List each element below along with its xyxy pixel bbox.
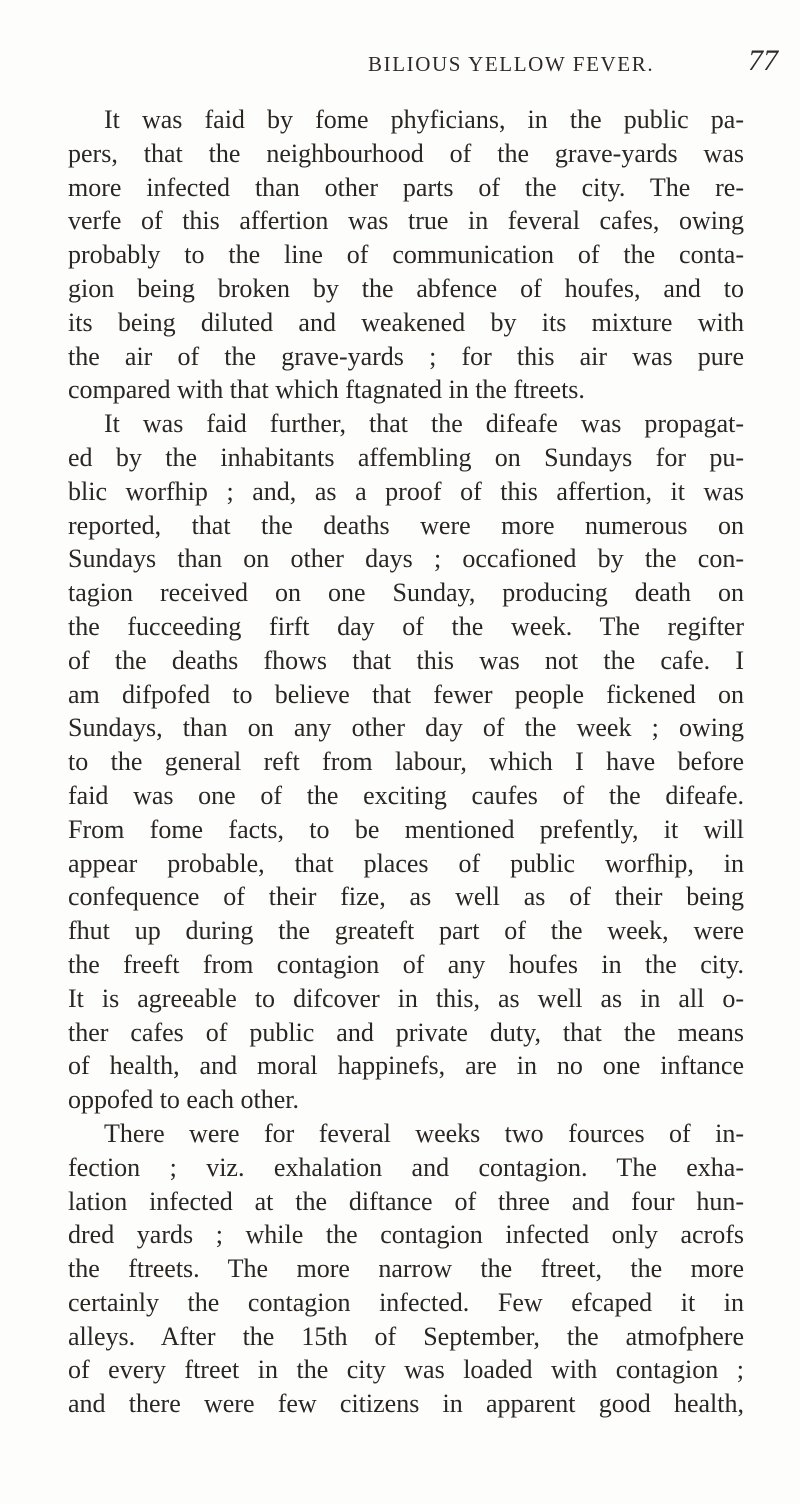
text-line: ed by the inhabitants affembling on Sundays for pu- bbox=[68, 442, 744, 472]
text-line: appear probable, that places of public worfhip, in bbox=[68, 848, 744, 878]
text-line: of every ftreet in the city was loaded with contagion ; bbox=[68, 1355, 744, 1385]
text-line: the air of the grave-yards ; for this air was pure bbox=[68, 341, 744, 371]
text-line: fhut up during the greateft part of the week, were bbox=[68, 916, 744, 946]
text-line: reported, that the deaths were more numerous on bbox=[68, 510, 744, 540]
running-head bbox=[0, 44, 800, 92]
text-line: of health, and moral happinefs, are in no one inftance bbox=[68, 1051, 744, 1081]
text-line: am difpofed to believe that fewer people fickened on bbox=[68, 679, 744, 709]
page-number: 77 bbox=[748, 44, 778, 77]
text-line: verfe of this affertion was true in feveral cafes, owing bbox=[68, 206, 744, 236]
text-line: certainly the contagion infected. Few efcaped it in bbox=[68, 1287, 744, 1317]
text-line: There were for feveral weeks two fources of in- bbox=[104, 1118, 744, 1148]
text-line: tagion received on one Sunday, producing death on bbox=[68, 578, 744, 608]
text-line: the freeft from contagion of any houfes in the city. bbox=[68, 949, 744, 979]
text-line: fection ; viz. exhalation and contagion. The exha- bbox=[68, 1152, 744, 1182]
text-line: It was faid further, that the difeafe was propagat- bbox=[104, 409, 744, 439]
running-title: BILIOUS YELLOW FEVER. bbox=[368, 52, 655, 76]
text-line: lation infected at the diftance of three and four hun- bbox=[68, 1186, 744, 1216]
text-line: its being diluted and weakened by its mixture with bbox=[68, 307, 744, 337]
text-line: the ftreets. The more narrow the ftreet, the more bbox=[68, 1254, 744, 1284]
text-line: faid was one of the exciting caufes of the difeafe. bbox=[68, 780, 744, 810]
text-line: gion being broken by the abfence of houfes, and to bbox=[68, 273, 744, 303]
text-line: ther cafes of public and private duty, that the means bbox=[68, 1017, 744, 1047]
text-line: confequence of their fize, as well as of their being bbox=[68, 882, 744, 912]
text-line: It was faid by fome phyficians, in the public pa- bbox=[104, 105, 744, 134]
text-line: dred yards ; while the contagion infected only acrofs bbox=[68, 1220, 744, 1250]
text-line: Sundays than on other days ; occafioned by the con- bbox=[68, 544, 744, 574]
text-line: It is agreeable to difcover in this, as well as in all o- bbox=[68, 983, 744, 1013]
text-line: Sundays, than on any other day of the week ; owing bbox=[68, 713, 744, 743]
text-line: more infected than other parts of the city. The re- bbox=[68, 172, 744, 202]
text-line: oppofed to each other. bbox=[68, 1085, 300, 1115]
text-line: of the deaths fhows that this was not the cafe. I bbox=[68, 645, 744, 675]
text-line: pers, that the neighbourhood of the grave-yards was bbox=[68, 138, 744, 168]
text-line: compared with that which ftagnated in the ftreets. bbox=[68, 375, 585, 405]
text-line: to the general reft from labour, which I have before bbox=[68, 747, 744, 777]
text-line: probably to the line of communication of the conta- bbox=[68, 240, 744, 270]
text-line: From fome facts, to be mentioned prefently, it will bbox=[68, 814, 744, 844]
text-line: alleys. After the 15th of September, the atmofphere bbox=[68, 1321, 744, 1351]
text-line: blic worfhip ; and, as a proof of this affertion, it was bbox=[68, 476, 744, 506]
text-line: and there were few citizens in apparent good health, bbox=[68, 1389, 744, 1419]
text-line: the fucceeding firft day of the week. The regifter bbox=[68, 611, 744, 641]
body-text bbox=[68, 103, 744, 1421]
